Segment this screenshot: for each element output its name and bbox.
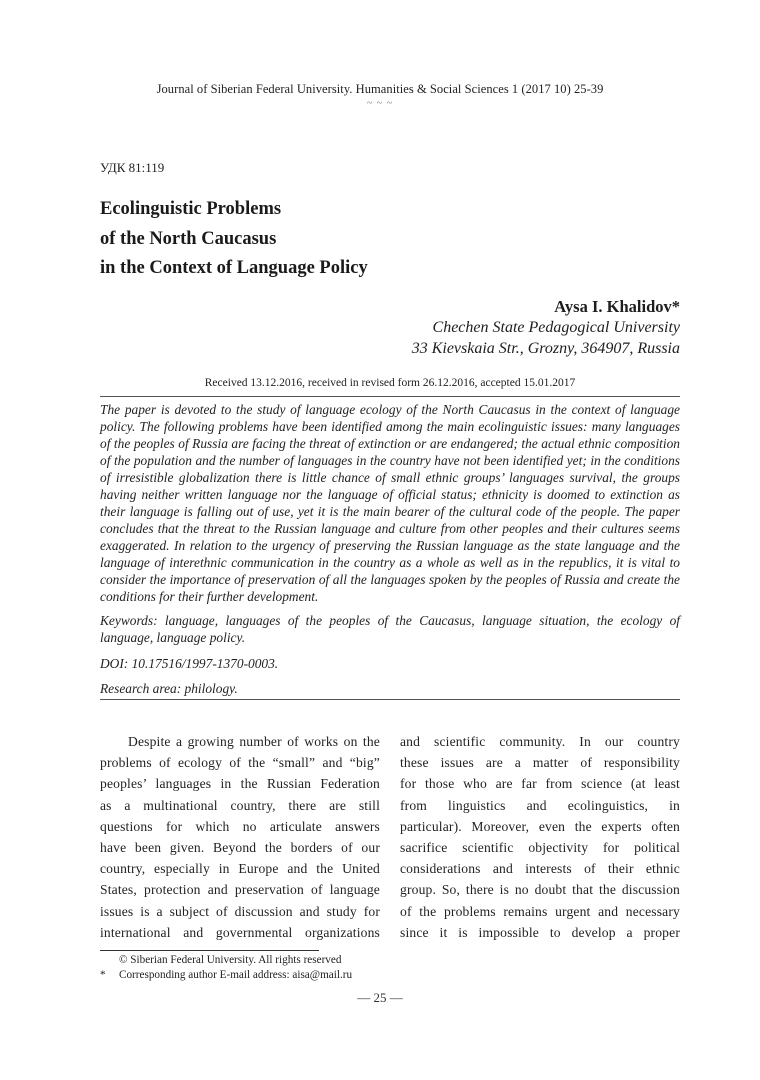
- author-address: 33 Kievskaia Str., Grozny, 364907, Russia: [411, 340, 680, 357]
- body-column-right: [400, 731, 680, 943]
- body-line: since it is impossible to develop a proper: [400, 924, 680, 940]
- body-line: for those who are far from science (at least: [400, 776, 680, 792]
- body-line: States, protection and preservation of language: [100, 882, 380, 898]
- body-line: of the problems remains urgent and necessary: [400, 903, 680, 919]
- body-line: particular). Moreover, even the experts often: [400, 818, 680, 834]
- page-number: — 25 —: [357, 990, 403, 1005]
- abstract: The paper is devoted to the study of language ecology of the North Caucasus in the context of language policy. The following problems have been identified among the main ecolinguistic issues: many languages of the peoples of Russia are facing the threat of extinction or are endangered; the actual ethnic composition of the population and the number of languages in the country have not been identified yet; in the conditions of irresistible globalization there is little chance of small ethnic groups’ languages survival, the groups having neither written language nor the language of official status; ethnicity is doomed to extinction as their language is falling out of use, yet it is the main bearer of the cultural code of the people. The paper concludes that the threat to the Russian language and culture from other peoples and their cultures seems exaggerated. In relation to the urgency of preserving the Russian language as the state language and the language of interethnic communication in the country as a whole as well as in the republics, it is vital to consider the importance of preservation of all the languages spoken by the peoples of Russia and create the conditions for their further development.: [100, 402, 680, 604]
- body-line: sacrifice scientific objectivity for political: [400, 840, 680, 856]
- footnote-text: Corresponding author E-mail address: aisa@mail.ru: [119, 969, 353, 981]
- body-line: issues is a subject of discussion and study for: [100, 903, 380, 919]
- footnotes: [100, 953, 352, 983]
- header-ornament: ~ ~ ~: [366, 98, 394, 109]
- body-line: as a multinational country, there are still: [100, 797, 380, 813]
- body-line: Despite a growing number of works on the: [128, 734, 380, 749]
- body-line: peoples’ languages in the Russian Federation: [100, 776, 380, 792]
- body-line: country, especially in Europe and the United: [100, 861, 380, 877]
- received-dates: Received 13.12.2016, received in revised form 26.12.2016, accepted 15.01.2017: [204, 377, 576, 389]
- abstract-top-rule: [100, 396, 680, 397]
- doi: DOI: 10.17516/1997-1370-0003.: [100, 656, 279, 671]
- body-line: problems of ecology of the “small” and “big”: [100, 755, 380, 771]
- author-affiliation: Chechen State Pedagogical University: [432, 319, 680, 336]
- title-line: of the North Caucasus: [100, 228, 277, 249]
- author-block: [412, 296, 680, 359]
- keywords: Keywords: language, languages of the peoples of the Caucasus, language situation, the ecology of language, language policy.: [100, 613, 680, 645]
- body-column-left: [100, 731, 380, 943]
- footnote-rule: [100, 950, 319, 951]
- body-line: from linguistics and ecolinguistics, in: [400, 797, 680, 813]
- body-line: and scientific community. In our country: [400, 734, 680, 749]
- footnote-copyright: [100, 953, 352, 968]
- title-line: in the Context of Language Policy: [100, 258, 368, 278]
- body-line: these issues are a matter of responsibility: [400, 755, 680, 771]
- title-line: Ecolinguistic Problems: [100, 199, 282, 219]
- udk-code: УДК 81:119: [100, 160, 165, 175]
- body-line: have been given. Beyond the borders of our: [100, 840, 380, 856]
- body-line: group. So, there is no doubt that the discussion: [400, 882, 680, 898]
- footnote-mark: *: [100, 969, 106, 981]
- body-line: questions for which no articulate answers: [100, 818, 380, 834]
- research-area: Research area: philology.: [100, 681, 238, 696]
- abstract-bottom-rule: [100, 699, 680, 700]
- body-line: international and governmental organizations: [100, 924, 380, 940]
- author-name: Aysa I. Khalidov*: [554, 297, 680, 316]
- footnote-text: © Siberian Federal University. All rights reserved: [119, 954, 342, 966]
- footnote-corresponding-author: [100, 968, 352, 983]
- article-title: [100, 195, 368, 284]
- running-head: Journal of Siberian Federal University. Humanities & Social Sciences 1 (2017 10) 25-39: [156, 82, 604, 96]
- body-line: considerations and interests of their ethnic: [400, 861, 680, 877]
